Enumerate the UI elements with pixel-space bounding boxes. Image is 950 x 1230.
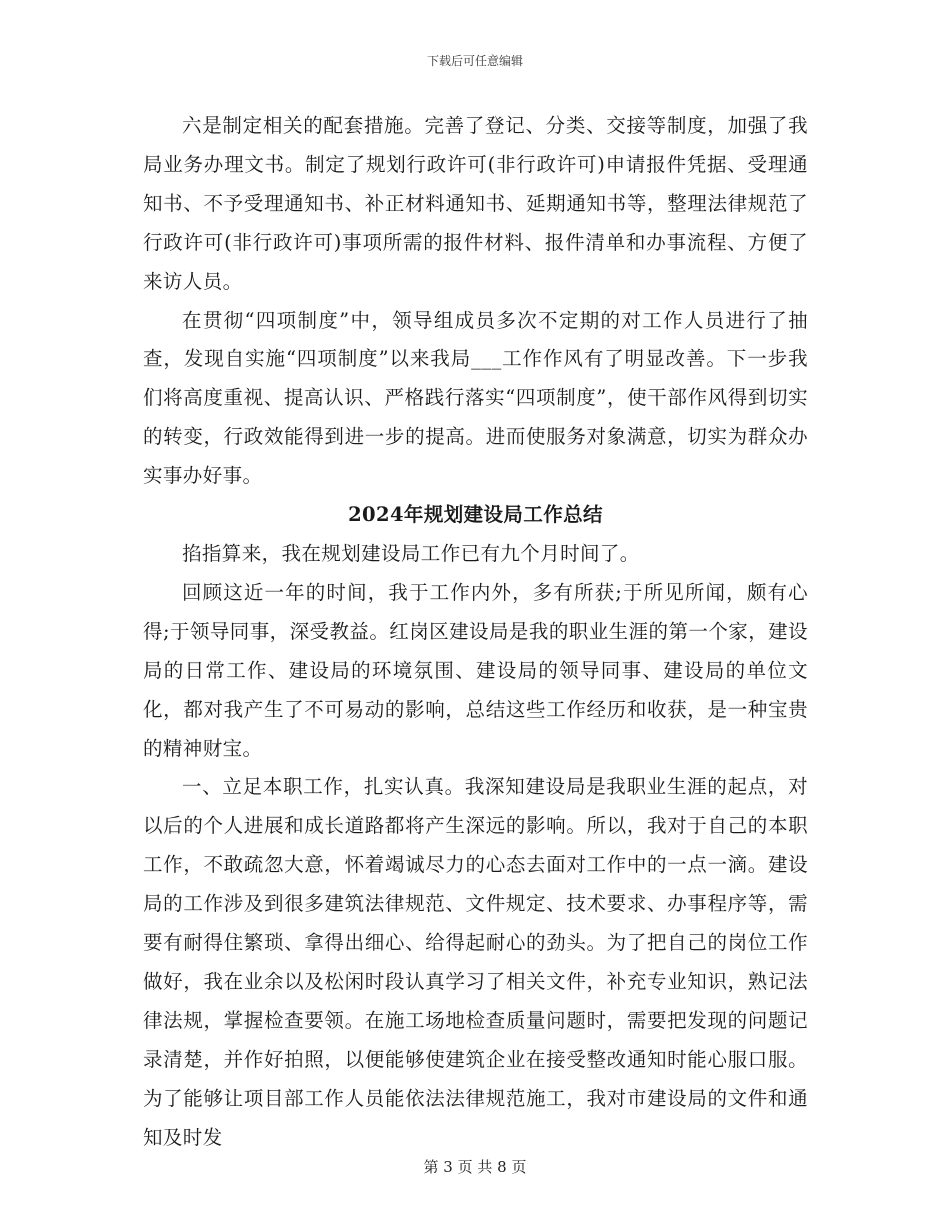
paragraph-measures: 六是制定相关的配套措施。完善了登记、分类、交接等制度，加强了我局业务办理文书。制定了规划行政许可(非行政许可)申请报件凭据、受理通知书、不予受理通知书、补正材料通知书、延期通知书等，整理法律规范了行政许可(非行政许可)事项所需的报件材料、报件清单和办事流程、方便了来访人员。: [143, 114, 808, 293]
paragraph-section-one: 一、立足本职工作，扎实认真。我深知建设局是我职业生涯的起点，对以后的个人进展和成长道路都将产生深远的影响。所以，我对于自己的本职工作，不敢疏忽大意，怀着竭诚尽力的心态去面对工作中的一点一滴。建设局的工作涉及到很多建筑法律规范、文件规定、技术要求、办事程序等，需要有耐得住繁琐、拿得出细心、给得起耐心的劲头。为了把自己的岗位工作做好，我在业余以及松闲时段认真学习了相关文件，补充专业知识，熟记法律法规，掌握检查要领。在施工场地检查质量问题时，需要把发现的问题记录清楚，并作好拍照，以便能够使建筑企业在接受整改通知时能心服口服。为了能够让项目部工作人员能依法法律规范施工，我对市建设局的文件和通知及时发: [143, 775, 808, 1149]
document-body: [143, 107, 808, 1157]
paragraph-review: 回顾这近一年的时间，我于工作内外，多有所获;于所见所闻，颇有心得;于领导同事，深受教益。红岗区建设局是我的职业生涯的第一个家，建设局的日常工作、建设局的环境氛围、建设局的领导同事、建设局的单位文化，都对我产生了不可易动的影响，总结这些工作经历和收获，是一种宝贵的精神财宝。: [143, 580, 808, 760]
document-title: 2024年规划建设局工作总结: [348, 503, 603, 527]
header-note: 下载后可任意编辑: [426, 54, 523, 68]
paragraph-intro: 掐指算来，我在规划建设局工作已有九个月时间了。: [182, 541, 640, 565]
page-footer: 第 3 页 共 8 页: [423, 1158, 527, 1176]
paragraph-four-systems: 在贯彻“四项制度”中，领导组成员多次不定期的对工作人员进行了抽查，发现自实施“四项制度”以来我局___工作作风有了明显改善。下一步我们将高度重视、提高认识、严格践行落实“四项制度”，使干部作风得到切实的转变，行政效能得到进一步的提高。进而使服务对象满意，切实为群众办实事办好事。: [143, 308, 808, 488]
